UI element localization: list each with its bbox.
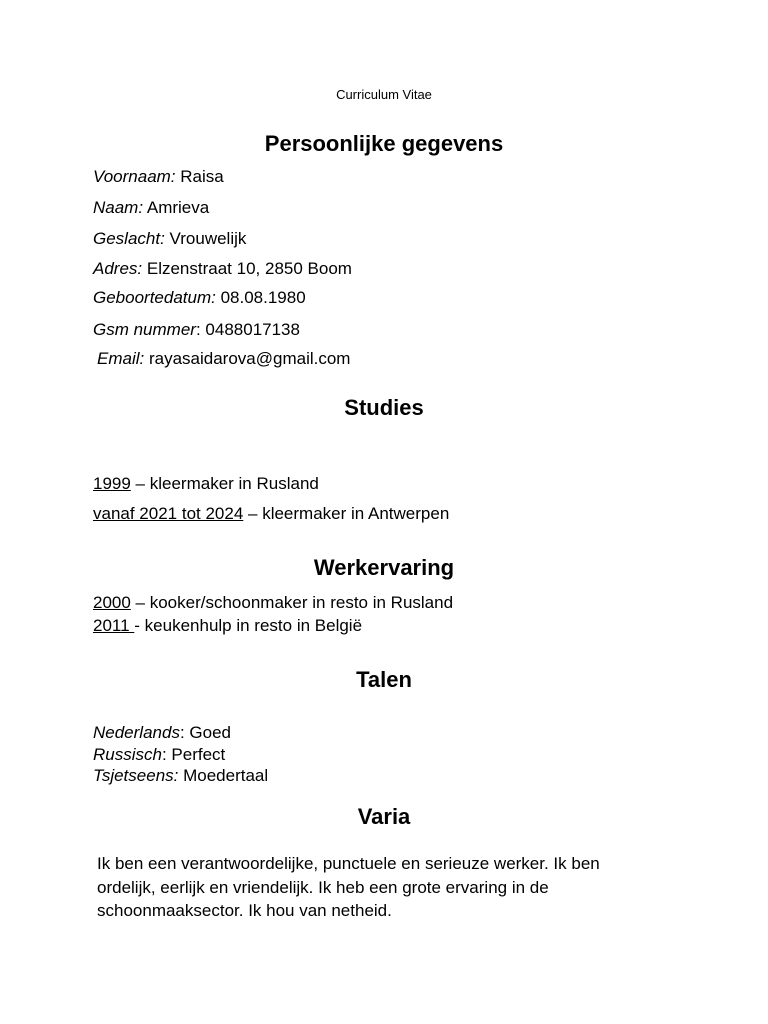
language-item bbox=[93, 766, 268, 786]
period: 2011 bbox=[93, 616, 135, 635]
description: – kooker/schoonmaker in resto in Rusland bbox=[130, 593, 454, 612]
varia-paragraph: Ik ben een verantwoordelijke, punctuele en serieuze werker. Ik ben ordelijk, eerlijk en vriendelijk. Ik heb een grote ervaring in de schoonmaaksector. Ik hou van netheid. bbox=[97, 854, 600, 920]
language-level: : Goed bbox=[179, 723, 231, 742]
language-name: Tsjetseens: bbox=[93, 766, 179, 785]
field-label: Gsm nummer bbox=[93, 320, 196, 339]
language-level: : Perfect bbox=[161, 745, 226, 764]
field-value: 08.08.1980 bbox=[215, 288, 306, 307]
heading-varia: Varia bbox=[357, 804, 411, 829]
description: - keukenhulp in resto in België bbox=[134, 616, 363, 635]
field-email bbox=[97, 349, 350, 369]
period: vanaf 2021 tot 2024 bbox=[93, 504, 244, 523]
language-level: Moedertaal bbox=[178, 766, 269, 785]
field-geslacht bbox=[93, 229, 246, 249]
field-voornaam bbox=[93, 167, 224, 187]
field-label: Voornaam: bbox=[93, 167, 176, 186]
field-label: Email: bbox=[97, 349, 145, 368]
document-title: Curriculum Vitae bbox=[336, 87, 432, 102]
language-item bbox=[93, 745, 225, 765]
period: 1999 bbox=[93, 474, 131, 493]
heading-personal: Persoonlijke gegevens bbox=[264, 131, 504, 156]
language-name: Russisch bbox=[93, 745, 162, 764]
heading-work: Werkervaring bbox=[313, 555, 455, 580]
heading-languages: Talen bbox=[356, 667, 412, 692]
language-name: Nederlands bbox=[93, 723, 180, 742]
field-label: Geslacht: bbox=[93, 229, 165, 248]
description: – kleermaker in Antwerpen bbox=[243, 504, 450, 523]
field-value: Raisa bbox=[175, 167, 224, 186]
field-value: Elzenstraat 10, 2850 Boom bbox=[142, 259, 352, 278]
field-value: : 0488017138 bbox=[195, 320, 300, 339]
field-value: Vrouwelijk bbox=[164, 229, 247, 248]
studies-item bbox=[93, 474, 319, 494]
field-naam bbox=[93, 198, 209, 218]
field-label: Adres: bbox=[93, 259, 143, 278]
work-item bbox=[93, 616, 362, 636]
field-value: rayasaidarova@gmail.com bbox=[144, 349, 351, 368]
field-label: Naam: bbox=[93, 198, 144, 217]
field-gsm bbox=[93, 320, 300, 340]
field-label: Geboortedatum: bbox=[93, 288, 216, 307]
studies-item bbox=[93, 504, 449, 524]
description: – kleermaker in Rusland bbox=[130, 474, 319, 493]
field-geboortedatum bbox=[93, 288, 306, 308]
language-item bbox=[93, 723, 231, 743]
heading-studies: Studies bbox=[344, 395, 424, 420]
period: 2000 bbox=[93, 593, 131, 612]
field-value: Amrieva bbox=[143, 198, 210, 217]
field-adres bbox=[93, 259, 352, 279]
work-item bbox=[93, 593, 453, 613]
